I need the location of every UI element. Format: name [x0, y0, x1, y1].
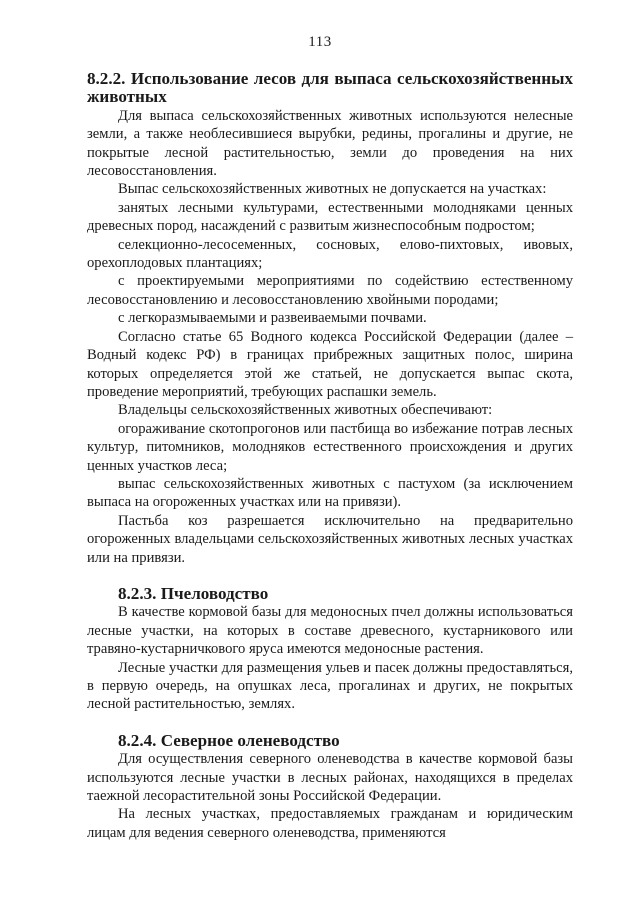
paragraph: Владельцы сельскохозяйственных животных обеспечивают:	[118, 402, 493, 419]
section-beekeeping	[87, 585, 573, 714]
paragraph: Для выпаса сельскохозяйственных животных используются нелесные земли, а также необлесившиеся вырубки, редины, прогалины и другие, не покрытые лесной растительностью, земли до проведения на них лесовосстановления.	[87, 107, 573, 180]
section-heading: 8.2.2. Использование лесов для выпаса сельскохозяйственных животных	[87, 69, 573, 107]
paragraph: с легкоразмываемыми и развеиваемыми почвами.	[118, 310, 427, 327]
paragraph: занятых лесными культурами, естественными молодняками ценных древесных пород, насаждений с развитым жизнеспособным подростом;	[87, 199, 573, 235]
section-reindeer-herding	[87, 732, 573, 842]
document-body	[87, 70, 573, 842]
paragraph: На лесных участках, предоставляемых гражданам и юридическим лицам для ведения северного оленеводства, применяются	[87, 806, 573, 841]
paragraph: В качестве кормовой базы для медоносных пчел должны использоваться лесные участки, на которых в составе древесного, кустарникового или травяно-кустарничкового яруса имеются медоносные растения.	[87, 604, 573, 658]
paragraph: с проектируемыми мероприятиями по содействию естественному лесовосстановлению и лесовосстановлению хвойными породами;	[87, 273, 573, 308]
section-grazing	[87, 70, 573, 567]
paragraph: Выпас сельскохозяйственных животных не допускается на участках:	[118, 181, 547, 198]
paragraph: Согласно статье 65 Водного кодекса Российской Федерации (далее – Водный кодекс РФ) в границах прибрежных защитных полос, ширина которых определяется этой же статьей, не допускается выпас скота, проведение мероприятий, требующих распашки земель.	[87, 328, 573, 400]
paragraph: Для осуществления северного оленеводства в качестве кормовой базы используются лесные участки в лесных районах, находящихся в пределах таежной лесорастительной зоны Российской Федерации.	[87, 751, 573, 805]
section-heading: 8.2.4. Северное оленеводство	[118, 730, 340, 750]
paragraph: огораживание скотопрогонов или пастбища во избежание потрав лесных культур, питомников, молодняков естественного происхождения и других ценных участков леса;	[87, 420, 573, 474]
paragraph: Пастьба коз разрешается исключительно на предварительно огороженных владельцами сельскохозяйственных животных лесных участках или на привязи.	[87, 512, 573, 566]
paragraph: Лесные участки для размещения ульев и пасек должны предоставляться, в первую очередь, на опушках леса, прогалинах и других, не покрытых лесной растительностью, землях.	[87, 659, 573, 713]
page-number: 113	[308, 34, 332, 50]
paragraph: селекционно-лесосеменных, сосновых, елово-пихтовых, ивовых, орехоплодовых плантациях;	[87, 236, 573, 272]
section-heading: 8.2.3. Пчеловодство	[118, 583, 269, 603]
paragraph: выпас сельскохозяйственных животных с пастухом (за исключением выпаса на огороженных участках или на привязи).	[87, 475, 573, 511]
